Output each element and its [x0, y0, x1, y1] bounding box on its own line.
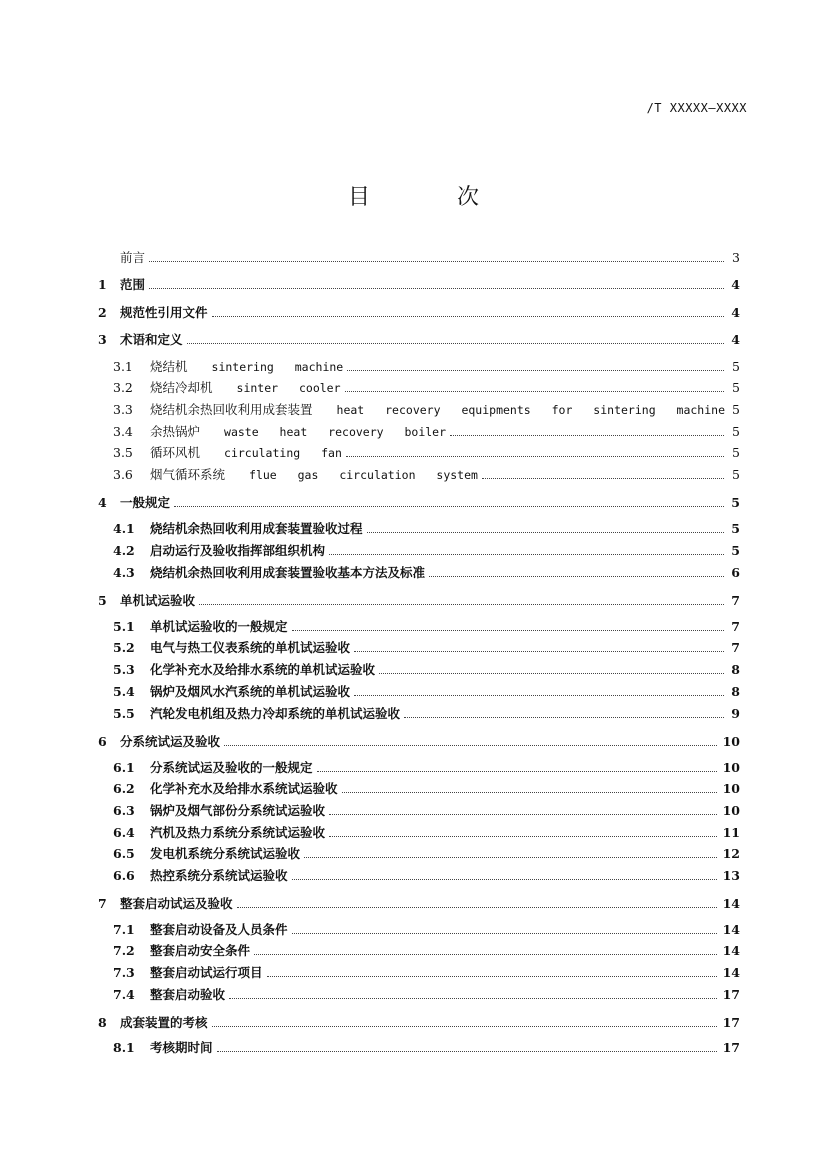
toc-entry[interactable]	[113, 519, 740, 539]
toc-entry-label: 整套启动设备及人员条件	[150, 922, 288, 937]
toc-entry[interactable]	[113, 758, 740, 778]
toc-dot-leader	[187, 342, 724, 344]
toc-entry[interactable]	[98, 303, 740, 323]
toc-entry[interactable]	[113, 660, 740, 680]
toc-page-number: 10	[722, 760, 740, 775]
toc-entry-english: heat recovery equipments for sintering machine	[336, 403, 726, 417]
toc-entry-label: 规范性引用文件	[120, 305, 208, 320]
toc-entry[interactable]	[113, 963, 740, 983]
toc-entry-number: 3.2	[113, 380, 133, 395]
toc-entry[interactable]	[113, 704, 740, 724]
toc-dot-leader	[174, 505, 724, 507]
toc-entry[interactable]	[113, 779, 740, 799]
toc-entry-label: 启动运行及验收指挥部组织机构	[150, 543, 326, 558]
toc-page-number: 4	[731, 332, 740, 347]
toc-dot-leader	[345, 390, 724, 392]
toc-entry-number: 5.3	[113, 662, 135, 677]
toc-dot-leader	[379, 672, 724, 674]
toc-entry-number: 4.1	[113, 521, 135, 536]
toc-dot-leader	[317, 770, 717, 772]
toc-entry-label: 分系统试运及验收	[120, 734, 221, 749]
toc-entry-label: 汽轮发电机组及热力冷却系统的单机试运验收	[150, 706, 401, 721]
toc-entry-label: 单机试运验收	[120, 593, 196, 608]
toc-dot-leader	[346, 455, 724, 457]
toc-dot-leader	[367, 531, 724, 533]
toc-page-number: 5	[731, 495, 740, 510]
toc-page-number: 5	[731, 543, 740, 558]
toc-page-number: 5	[732, 402, 740, 417]
toc-entry-label: 分系统试运及验收的一般规定	[150, 760, 313, 775]
toc-entry-number: 7.3	[113, 965, 135, 980]
toc-entry-number: 7.1	[113, 922, 135, 937]
toc-dot-leader	[292, 878, 717, 880]
toc-entry[interactable]	[98, 248, 740, 268]
toc-dot-leader	[304, 856, 717, 858]
toc-dot-leader	[149, 260, 724, 262]
toc-entry[interactable]	[113, 563, 740, 583]
toc-entry-number: 7	[98, 896, 107, 911]
toc-page-number: 4	[731, 305, 740, 320]
toc-entry-label: 术语和定义	[120, 332, 183, 347]
toc-entry[interactable]	[113, 844, 740, 864]
toc-entry-number: 2	[98, 305, 107, 320]
toc-entry-label: 整套启动安全条件	[150, 943, 251, 958]
toc-page-number: 17	[722, 1015, 740, 1030]
toc-entry-number: 3.5	[113, 445, 133, 460]
toc-entry-label: 考核期时间	[150, 1040, 213, 1055]
toc-entry-label: 整套启动验收	[150, 987, 226, 1002]
toc-entry-label: 循环风机	[150, 445, 201, 460]
toc-entry-english: waste heat recovery boiler	[224, 425, 447, 439]
toc-entry-label: 烧结机	[150, 359, 188, 374]
toc-entry-english: flue gas circulation system	[249, 468, 478, 482]
document-code: /T XXXXX—XXXX	[646, 101, 747, 115]
toc-page-number: 9	[731, 706, 740, 721]
toc-entry-label: 范围	[120, 277, 146, 292]
toc-page-number: 13	[722, 868, 740, 883]
toc-dot-leader	[237, 906, 717, 908]
toc-entry-number: 8	[98, 1015, 107, 1030]
toc-dot-leader	[292, 932, 717, 934]
toc-page-number: 7	[731, 593, 740, 608]
toc-entry-label: 锅炉及烟风水汽系统的单机试运验收	[150, 684, 351, 699]
toc-entry-number: 3	[98, 332, 107, 347]
toc-dot-leader	[354, 650, 724, 652]
toc-page-number: 11	[722, 825, 740, 840]
toc-entry[interactable]	[113, 682, 740, 702]
toc-entry-label: 化学补充水及给排水系统试运验收	[150, 781, 338, 796]
toc-dot-leader	[329, 813, 717, 815]
toc-page-number: 10	[722, 803, 740, 818]
toc-entry[interactable]	[113, 801, 740, 821]
toc-entry-label: 烧结机余热回收利用成套装置验收基本方法及标准	[150, 565, 426, 580]
toc-page-number: 7	[731, 619, 740, 634]
toc-dot-leader	[199, 603, 724, 605]
toc-entry[interactable]	[113, 465, 740, 485]
toc-entry-label: 锅炉及烟气部份分系统试运验收	[150, 803, 326, 818]
toc-dot-leader	[354, 694, 724, 696]
toc-entry-number: 5.5	[113, 706, 135, 721]
toc-entry-label: 烧结机余热回收利用成套装置	[150, 402, 313, 417]
toc-entry-number: 4.3	[113, 565, 135, 580]
toc-dot-leader	[229, 997, 717, 999]
toc-dot-leader	[342, 791, 717, 793]
toc-page-number: 8	[731, 662, 740, 677]
toc-page-number: 8	[731, 684, 740, 699]
toc-entry-english: sinter cooler	[236, 381, 341, 395]
toc-page-number: 17	[722, 1040, 740, 1055]
toc-page-number: 6	[731, 565, 740, 580]
toc-entry-number: 6.2	[113, 781, 135, 796]
toc-dot-leader	[429, 575, 724, 577]
toc-entry-label: 一般规定	[120, 495, 171, 510]
toc-page-number: 14	[722, 922, 740, 937]
toc-page-number: 7	[731, 640, 740, 655]
toc-entry[interactable]	[113, 638, 740, 658]
toc-title: 目 次	[348, 185, 519, 210]
toc-entry[interactable]	[113, 823, 740, 843]
toc-dot-leader	[267, 975, 717, 977]
toc-entry-number: 3.6	[113, 467, 133, 482]
toc-entry-label: 汽机及热力系统分系统试运验收	[150, 825, 326, 840]
toc-entry-number: 6.3	[113, 803, 135, 818]
toc-entry-number: 1	[98, 277, 107, 292]
toc-entry[interactable]	[98, 732, 740, 752]
toc-entry-number: 3.1	[113, 359, 133, 374]
toc-entry-number: 6	[98, 734, 107, 749]
toc-page-number: 5	[732, 380, 740, 395]
toc-entry-label: 烧结冷却机	[150, 380, 213, 395]
toc-dot-leader	[347, 369, 724, 371]
toc-entry-number: 6.1	[113, 760, 135, 775]
toc-entry-english: circulating fan	[224, 446, 342, 460]
toc-entry[interactable]	[113, 866, 740, 886]
toc-page-number: 5	[732, 359, 740, 374]
toc-page-number: 5	[732, 467, 740, 482]
toc-page-number: 12	[722, 846, 740, 861]
toc-entry-label: 烧结机余热回收利用成套装置验收过程	[150, 521, 363, 536]
toc-entry-label: 热控系统分系统试运验收	[150, 868, 288, 883]
toc-page-number: 3	[732, 250, 740, 265]
toc-page-number: 5	[732, 424, 740, 439]
toc-page-number: 10	[722, 781, 740, 796]
toc-entry[interactable]	[113, 378, 740, 398]
toc-dot-leader	[224, 744, 717, 746]
toc-entry-number: 4.2	[113, 543, 135, 558]
toc-entry-number: 6.6	[113, 868, 135, 883]
toc-entry-label: 化学补充水及给排水系统的单机试运验收	[150, 662, 376, 677]
toc-entry-label: 发电机系统分系统试运验收	[150, 846, 301, 861]
toc-entry-number: 5.4	[113, 684, 135, 699]
toc-page-number: 5	[732, 445, 740, 460]
toc-dot-leader	[149, 287, 724, 289]
toc-dot-leader	[212, 315, 724, 317]
toc-entry-number: 7.2	[113, 943, 135, 958]
toc-page-number: 4	[731, 277, 740, 292]
toc-dot-leader	[292, 629, 724, 631]
toc-entry-label: 烟气循环系统	[150, 467, 226, 482]
toc-entry[interactable]	[113, 541, 740, 561]
toc-entry-number: 4	[98, 495, 107, 510]
toc-page-number: 14	[722, 896, 740, 911]
toc-entry[interactable]	[98, 493, 740, 513]
toc-entry[interactable]	[98, 894, 740, 914]
toc-entry-number: 5.2	[113, 640, 135, 655]
toc-entry-number: 8.1	[113, 1040, 135, 1055]
toc-page-number: 10	[722, 734, 740, 749]
toc-entry-number: 5.1	[113, 619, 135, 634]
toc-entry-english: sintering machine	[211, 360, 344, 374]
toc-entry-label: 整套启动试运行项目	[150, 965, 263, 980]
toc-entry[interactable]	[113, 617, 740, 637]
toc-entry[interactable]	[113, 985, 740, 1005]
toc-dot-leader	[254, 953, 717, 955]
toc-dot-leader	[212, 1025, 717, 1027]
toc-entry-number: 3.3	[113, 402, 133, 417]
toc-page-number: 5	[731, 521, 740, 536]
toc-entry-number: 6.5	[113, 846, 135, 861]
toc-entry[interactable]	[113, 920, 740, 940]
toc-page-number: 17	[722, 987, 740, 1002]
toc-dot-leader	[450, 434, 724, 436]
toc-entry[interactable]	[98, 330, 740, 350]
toc-entry-label: 余热锅炉	[150, 424, 201, 439]
toc-entry[interactable]	[113, 357, 740, 377]
toc-dot-leader	[404, 716, 724, 718]
toc-entry[interactable]	[98, 591, 740, 611]
toc-page-number: 14	[722, 965, 740, 980]
toc-dot-leader	[329, 835, 717, 837]
toc-entry-number: 5	[98, 593, 107, 608]
toc-dot-leader	[482, 477, 724, 479]
toc-entry[interactable]	[113, 400, 740, 420]
toc-entry-label: 单机试运验收的一般规定	[150, 619, 288, 634]
toc-entry-label: 电气与热工仪表系统的单机试运验收	[150, 640, 351, 655]
toc-entry-label: 整套启动试运及验收	[120, 896, 233, 911]
toc-dot-leader	[217, 1050, 717, 1052]
toc-entry-label: 成套装置的考核	[120, 1015, 208, 1030]
toc-entry[interactable]	[98, 1013, 740, 1033]
toc-entry[interactable]	[113, 1038, 740, 1058]
toc-dot-leader	[329, 553, 724, 555]
toc-entry[interactable]	[113, 941, 740, 961]
toc-entry[interactable]	[113, 443, 740, 463]
toc-entry-number: 3.4	[113, 424, 133, 439]
toc-entry[interactable]	[113, 422, 740, 442]
toc-entry-number: 6.4	[113, 825, 135, 840]
toc-entry[interactable]	[98, 275, 740, 295]
toc-page-number: 14	[722, 943, 740, 958]
toc-entry-number: 7.4	[113, 987, 135, 1002]
toc-entry-label: 前言	[120, 250, 146, 265]
